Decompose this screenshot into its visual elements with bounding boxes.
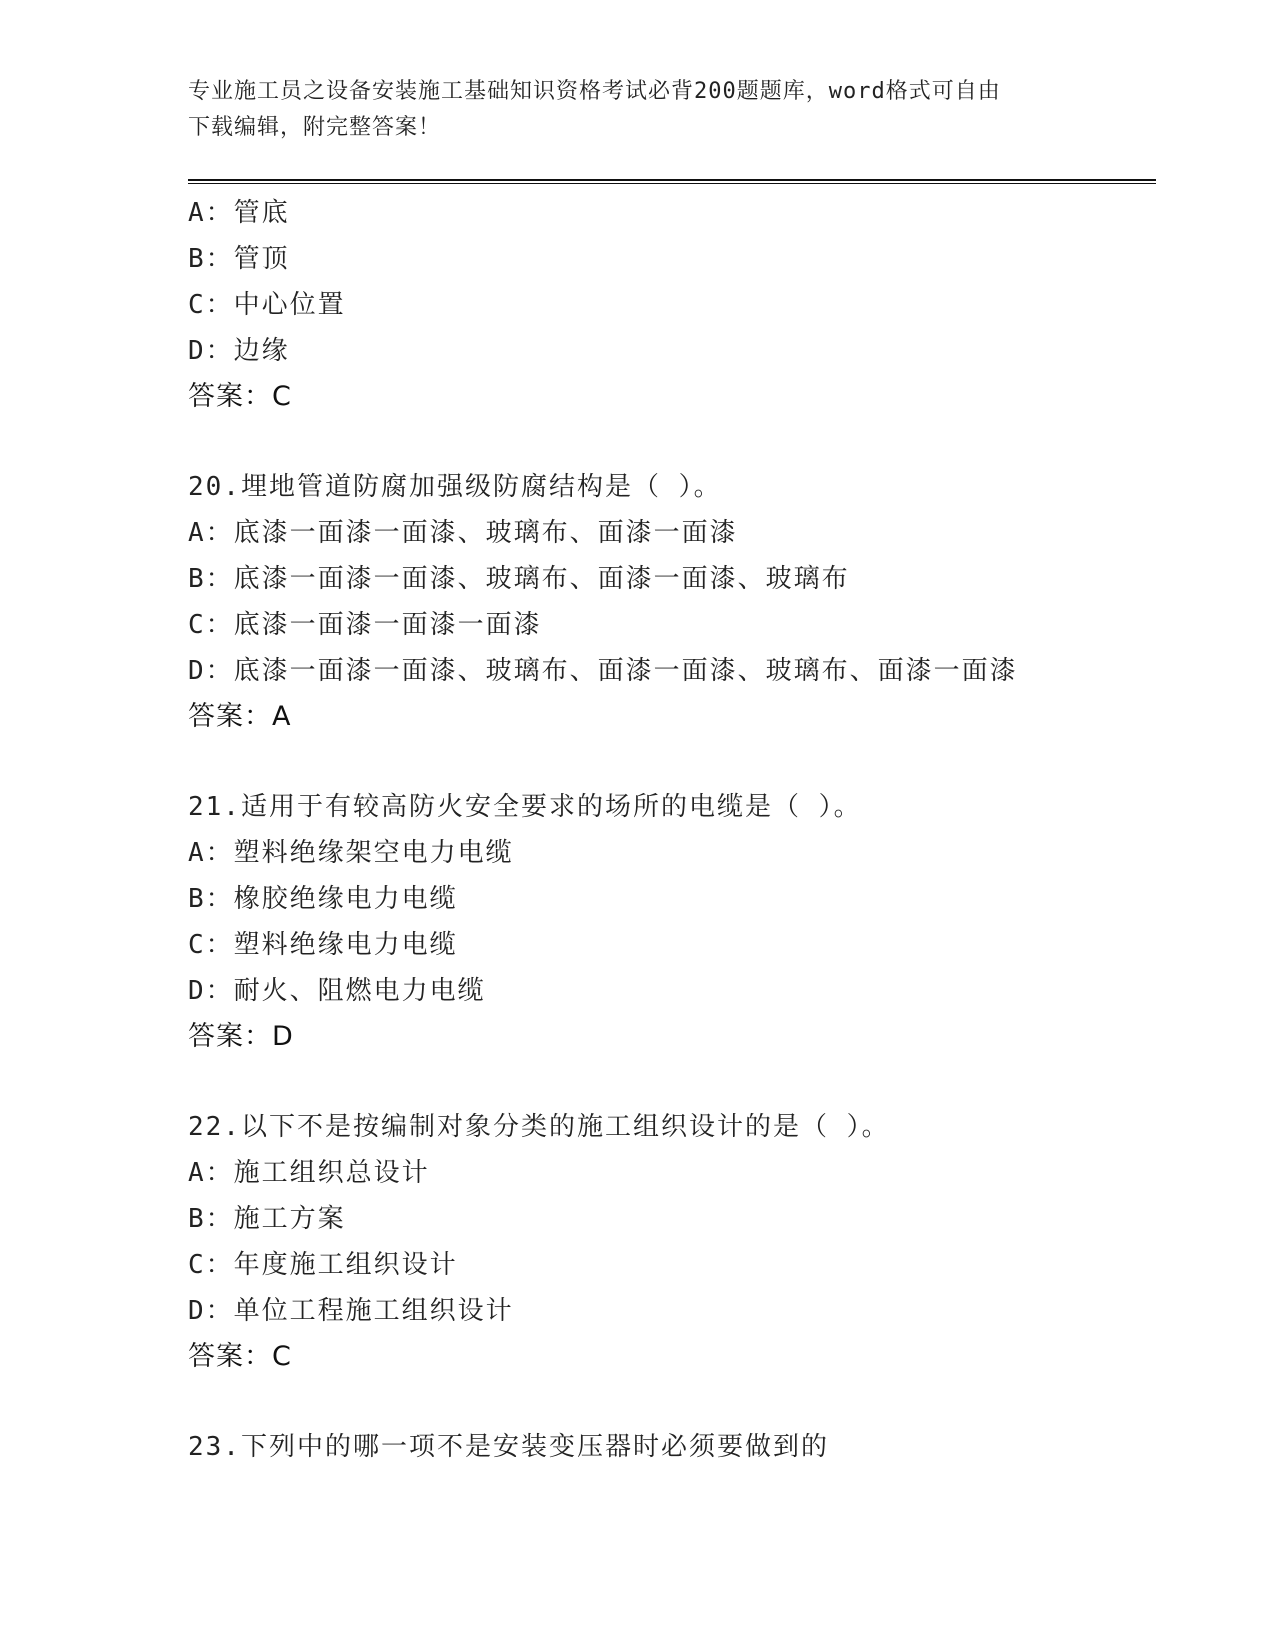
spacer bbox=[188, 740, 1148, 784]
question-list bbox=[188, 190, 1148, 1470]
header-divider-thin bbox=[188, 183, 1156, 184]
option-b: B：橡胶绝缘电力电缆 bbox=[188, 884, 458, 914]
option-b: B：管顶 bbox=[188, 244, 290, 274]
option-d: D：单位工程施工组织设计 bbox=[188, 1296, 514, 1326]
option-a: A：施工组织总设计 bbox=[188, 1158, 430, 1188]
option-c: C：中心位置 bbox=[188, 290, 346, 320]
header-divider-thick bbox=[188, 179, 1156, 181]
option-d: D：耐火、阻燃电力电缆 bbox=[188, 976, 486, 1006]
header-line-2: 下载编辑，附完整答案！ bbox=[188, 115, 442, 140]
option-c: C：底漆一面漆一面漆一面漆 bbox=[188, 610, 542, 640]
option-d: D：边缘 bbox=[188, 336, 290, 366]
answer-line: 答案：A bbox=[188, 701, 292, 732]
option-a: A：塑料绝缘架空电力电缆 bbox=[188, 838, 514, 868]
header-line-1: 专业施工员之设备安装施工基础知识资格考试必背200题题库，word格式可自由 bbox=[188, 79, 1001, 104]
spacer bbox=[188, 420, 1148, 464]
answer-line: 答案：C bbox=[188, 381, 292, 412]
question-19-block bbox=[188, 190, 1148, 420]
answer-line: 答案：D bbox=[188, 1021, 294, 1052]
document-header bbox=[188, 74, 1088, 146]
question-text: 22.以下不是按编制对象分类的施工组织设计的是（ ）。 bbox=[188, 1112, 890, 1142]
question-21-block bbox=[188, 784, 1148, 1060]
question-text: 20.埋地管道防腐加强级防腐结构是（ ）。 bbox=[188, 472, 722, 502]
question-20-block bbox=[188, 464, 1148, 740]
question-text: 21.适用于有较高防火安全要求的场所的电缆是（ ）。 bbox=[188, 792, 862, 822]
option-b: B：施工方案 bbox=[188, 1204, 346, 1234]
spacer bbox=[188, 1380, 1148, 1424]
question-text: 23.下列中的哪一项不是安装变压器时必须要做到的 bbox=[188, 1432, 829, 1462]
option-b: B：底漆一面漆一面漆、玻璃布、面漆一面漆、玻璃布 bbox=[188, 564, 850, 594]
answer-line: 答案：C bbox=[188, 1341, 292, 1372]
question-22-block bbox=[188, 1104, 1148, 1380]
question-23-block bbox=[188, 1424, 1148, 1470]
option-a: A：管底 bbox=[188, 198, 290, 228]
option-c: C：塑料绝缘电力电缆 bbox=[188, 930, 458, 960]
option-a: A：底漆一面漆一面漆、玻璃布、面漆一面漆 bbox=[188, 518, 738, 548]
spacer bbox=[188, 1060, 1148, 1104]
option-c: C：年度施工组织设计 bbox=[188, 1250, 458, 1280]
option-d: D：底漆一面漆一面漆、玻璃布、面漆一面漆、玻璃布、面漆一面漆 bbox=[188, 656, 1018, 686]
